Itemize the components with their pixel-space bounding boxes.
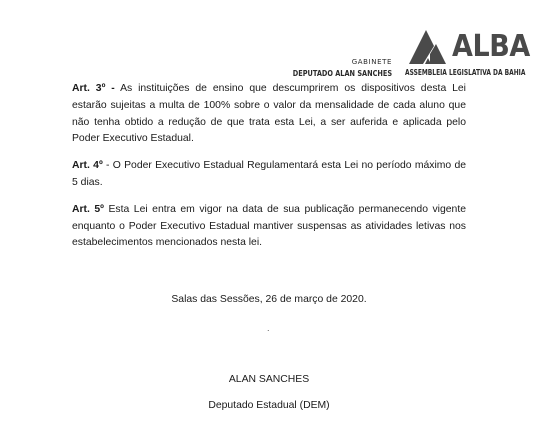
signer-title: Deputado Estadual (DEM) [208,400,330,411]
article-text: As instituições de ensino que descumprirem os dispositivos desta Lei estarão sujeitas a multa de 100% sobre o valor da mensalidade de cada aluno que não tenha obtido a redução de que trata esta Lei, a ser auferida e aplicada pelo Poder Executivo Estadual. [72,83,466,145]
article-text: Esta Lei entra em vigor na data de sua publicação permanecendo vigente enquanto o Poder Executivo Estadual mantiver suspensas as atividades letivas nos estabelecimentos mencionados nesta lei. [72,203,466,249]
gabinete-name: DEPUTADO ALAN SANCHES [292,69,392,78]
signer-name: ALAN SANCHES [228,374,310,385]
article-text: - O Poder Executivo Estadual Regulamentará esta Lei no período máximo de 5 dias. [72,160,467,188]
article-label: Art. 5º [72,203,104,215]
article-label: Art. 3º - [72,83,115,94]
article-label: Art. 4º [72,160,103,172]
alba-logo [406,26,534,82]
document-body [72,81,466,262]
gabinete-block [271,57,392,79]
logo-subtitle: ASSEMBLEIA LEGISLATIVA DA BAHIA [405,68,526,77]
separator-dot: . [267,323,270,333]
document-header [0,0,538,82]
logo-word: ALBA [452,29,530,64]
article-4 [72,158,466,192]
place-date: Salas das Sessões, 26 de março de 2020. [171,294,367,305]
gabinete-label: GABINETE [351,58,392,66]
article-3 [72,81,466,148]
article-5 [72,202,466,252]
alba-triangle-icon [406,26,452,66]
